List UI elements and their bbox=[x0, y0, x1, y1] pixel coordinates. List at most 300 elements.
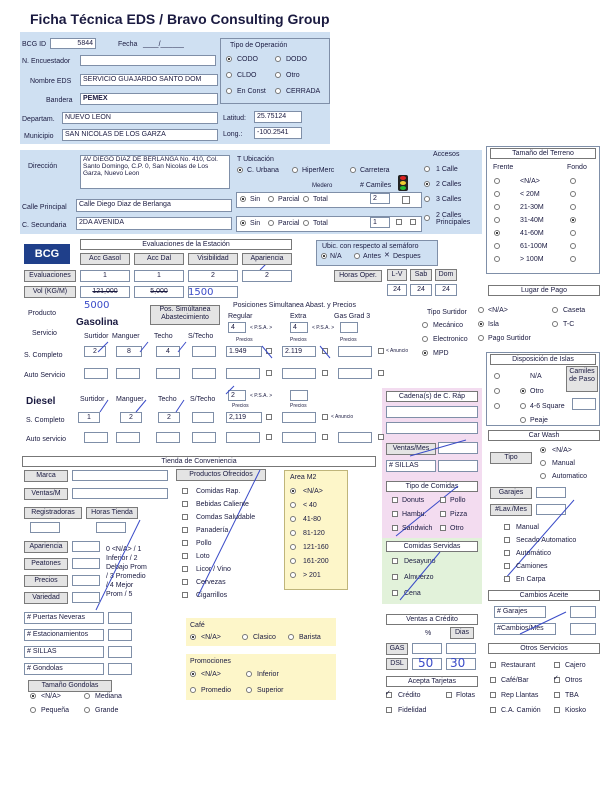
cldo-label: CLDO bbox=[237, 72, 257, 79]
diesel-col-1: Manguer bbox=[116, 396, 144, 403]
dsl-credito-label: DSL bbox=[386, 658, 408, 670]
auto-anuncio-0-1[interactable] bbox=[322, 370, 328, 376]
otros-label-6: C.A. Camión bbox=[501, 707, 541, 714]
total-label-1: Total bbox=[313, 196, 328, 203]
dodo-label: DODO bbox=[286, 56, 307, 63]
departam-field[interactable]: NUEVO LEON bbox=[62, 112, 218, 124]
tamano-option-3: 31-40M bbox=[520, 217, 544, 224]
form-title: Ficha Técnica EDS / Bravo Consulting Group bbox=[30, 11, 330, 27]
accesos-4-label: 2 Calles Principales bbox=[436, 212, 471, 226]
auto-field-1-2[interactable] bbox=[156, 432, 180, 443]
vol-field-2[interactable]: 5,000 bbox=[134, 286, 184, 298]
cafe-barista-label: Barista bbox=[299, 634, 321, 641]
gas-surtidor-field[interactable]: 2 bbox=[84, 346, 106, 357]
pct-label: % bbox=[425, 630, 432, 637]
horas-lv-value[interactable]: 24 bbox=[387, 284, 407, 296]
tamano-option-5: 61-100M bbox=[520, 243, 548, 250]
diesel-pos-field[interactable]: 2 bbox=[228, 390, 246, 401]
producto-label-6: Licor / Vino bbox=[196, 566, 231, 573]
otros-check-1[interactable] bbox=[554, 662, 560, 668]
auto-field-1-1[interactable] bbox=[116, 432, 140, 443]
diesel-techo-field[interactable]: 2 bbox=[158, 412, 180, 423]
comida-label-5: Otro bbox=[450, 525, 464, 532]
pago-isla-label: Isla bbox=[488, 321, 499, 328]
departam-label: Departam. bbox=[22, 116, 55, 123]
comida-label-2: Hambu. bbox=[402, 511, 427, 518]
area-radio-3[interactable] bbox=[290, 530, 296, 536]
pen-stroke-ventas bbox=[410, 440, 466, 456]
cw-check-label-2: Automático bbox=[516, 550, 552, 557]
handwritten-1500: 1500 bbox=[188, 287, 214, 298]
mpd-label: MPD bbox=[433, 350, 449, 357]
cw-check-3[interactable] bbox=[504, 563, 510, 569]
otros-label-5: TBA bbox=[565, 692, 579, 699]
auto-field-0-1[interactable] bbox=[116, 368, 140, 379]
gas-col-1: Manguer bbox=[112, 333, 140, 340]
handwritten-dsl-pct: 50 bbox=[418, 656, 434, 670]
eval-value-0[interactable]: 1 bbox=[80, 270, 130, 282]
fondo-radio-4[interactable] bbox=[570, 230, 576, 236]
cw-check-1[interactable] bbox=[504, 537, 510, 543]
gondola-pequena-label: Pequeña bbox=[41, 707, 70, 714]
tamano-title: Tamaño del Terreno bbox=[490, 148, 596, 159]
comida-label-3: Pizza bbox=[450, 511, 468, 518]
pago-caseta-label: Caseta bbox=[563, 307, 586, 314]
producto-label-8: Cigarrillos bbox=[196, 592, 228, 599]
cw-check-0[interactable] bbox=[504, 524, 510, 530]
ventas-m-label: Ventas/M bbox=[24, 488, 68, 500]
rating-text-4: / 4 Mejor bbox=[106, 582, 134, 589]
eval-value-3[interactable]: 2 bbox=[242, 270, 292, 282]
comida-check-3[interactable] bbox=[440, 511, 446, 517]
bandera-field[interactable]: PEMEX bbox=[80, 93, 218, 105]
islas-title: Disposición de Islas bbox=[490, 354, 596, 365]
evaluaciones-title: Evaluaciones de la Estación bbox=[80, 239, 292, 250]
rating-label-3: Variedad bbox=[24, 592, 68, 604]
fondo-radio-3[interactable] bbox=[570, 217, 576, 223]
regular-label: Regular bbox=[228, 313, 253, 320]
extra-price-field[interactable]: 2.119 bbox=[282, 346, 316, 357]
area-label-0: <N/A> bbox=[303, 488, 323, 495]
auto-field-0-3[interactable] bbox=[192, 368, 216, 379]
otros-label-7: Kiosko bbox=[565, 707, 587, 714]
rating-label-0: Apariencia bbox=[24, 541, 68, 553]
total-field-1[interactable]: 2 bbox=[370, 193, 390, 204]
long-field[interactable]: -100.2541 bbox=[254, 127, 302, 139]
eval-col-3: Apariencia bbox=[242, 253, 292, 265]
electronico-label: Electronico bbox=[433, 336, 468, 343]
parcial-label-2: Parcial bbox=[278, 220, 300, 227]
tipo-surtidor-title: Tipo Surtidor bbox=[427, 309, 467, 316]
diesel-price-field[interactable]: 2,119 bbox=[226, 412, 262, 423]
auto-price-1-1[interactable] bbox=[282, 432, 316, 443]
accesos-title: Accesos bbox=[433, 151, 460, 158]
bcg-id-field[interactable]: 5844 bbox=[50, 38, 96, 49]
producto-label-7: Cervezas bbox=[196, 579, 226, 586]
rating-text-0: 0 <N/A> / 1 bbox=[106, 546, 142, 553]
fidelidad-label: Fidelidad bbox=[398, 707, 427, 714]
regular-pos-field[interactable]: 4 bbox=[228, 322, 246, 333]
count-label-3[interactable]: # Gondolas bbox=[24, 663, 104, 675]
credito-check-mark: ✓ bbox=[385, 690, 391, 697]
horas-label: Horas Oper. bbox=[334, 270, 382, 282]
count-field-3[interactable] bbox=[108, 663, 132, 675]
cw-auto-label: Automatico bbox=[552, 473, 588, 480]
auto-anuncio-1-1[interactable] bbox=[322, 434, 328, 440]
flotas-label: Flotas bbox=[456, 692, 476, 699]
horas-sab-value[interactable]: 24 bbox=[410, 284, 432, 296]
tamano-option-6: > 100M bbox=[520, 256, 544, 263]
auto-price-1-2[interactable] bbox=[338, 432, 372, 443]
eval-col-2: Visibilidad bbox=[188, 253, 238, 265]
lugar-pago-title: Lugar de Pago bbox=[488, 285, 600, 296]
handwritten-5000: 5000 bbox=[84, 300, 110, 311]
tienda-title: Tienda de Conveniencia bbox=[22, 456, 376, 467]
gas-grad-label: Gas Grad 3 bbox=[334, 313, 371, 320]
pago-na-label: <N/A> bbox=[488, 307, 508, 314]
horas-dom: Dom bbox=[435, 269, 457, 281]
otros-check-2[interactable] bbox=[490, 677, 496, 683]
marca-label: Marca bbox=[24, 470, 68, 482]
area-radio-2[interactable] bbox=[290, 516, 296, 522]
municipio-field[interactable]: SAN NICOLAS DE LOS GARZA bbox=[62, 129, 218, 141]
otros-label-4: Rep Llantas bbox=[501, 692, 539, 699]
otros-check-6[interactable] bbox=[490, 707, 496, 713]
rating-label-1: Peatones bbox=[24, 558, 68, 570]
cadenas-title: Cadena(s) de C. Ráp bbox=[386, 391, 478, 402]
area-title: Area M2 bbox=[290, 474, 317, 481]
eval-value-2[interactable]: 2 bbox=[188, 270, 238, 282]
frente-radio-6[interactable] bbox=[494, 256, 500, 262]
area-radio-5[interactable] bbox=[290, 558, 296, 564]
otros-label-1: Cajero bbox=[565, 662, 586, 669]
gas-col-2: Techo bbox=[154, 333, 173, 340]
calle-principal-field[interactable]: Calle Diego Diaz de Berlanga bbox=[76, 199, 232, 212]
hipermerc-label: HiperMerc bbox=[302, 167, 335, 174]
precios-label-grad: Precios bbox=[340, 337, 357, 343]
cw-na-label: <N/A> bbox=[552, 447, 572, 454]
bandera-label: Bandera bbox=[46, 97, 73, 104]
rating-text-2: Debajo Prom bbox=[106, 564, 147, 571]
diesel-col-0: Surtidor bbox=[80, 396, 105, 403]
cerrada-label: CERRADA bbox=[286, 88, 321, 95]
auto-anuncio-0-2[interactable] bbox=[378, 370, 384, 376]
tipo-comidas-title: Tipo de Comidas bbox=[386, 481, 478, 492]
rating-text-5: Prom / 5 bbox=[106, 591, 133, 598]
gondolas-title: Tamaño Gondolas bbox=[28, 680, 112, 692]
area-label-4: 121-160 bbox=[303, 544, 329, 551]
latitud-label: Latitud: bbox=[223, 115, 246, 122]
comida-check-4[interactable] bbox=[392, 525, 398, 531]
ubicacion-title: T Ubicación bbox=[237, 156, 274, 163]
producto-label-1: Bebidas Caliente bbox=[196, 501, 249, 508]
producto-check-7[interactable] bbox=[182, 579, 188, 585]
area-label-2: 41-80 bbox=[303, 516, 321, 523]
cafe-clasico-label: Clasico bbox=[253, 634, 276, 641]
calle-principal-label: Calle Principal bbox=[22, 204, 67, 211]
fondo-label: Fondo bbox=[567, 164, 587, 171]
cafe-na-label: <N/A> bbox=[201, 634, 221, 641]
bcg-logo: BCG bbox=[24, 244, 70, 264]
diesel-s-completo-label: S. Completo bbox=[26, 417, 65, 424]
cw-check-label-0: Manual bbox=[516, 524, 539, 531]
comida-check-0[interactable] bbox=[392, 497, 398, 503]
auto-field-1-0[interactable] bbox=[84, 432, 108, 443]
horas-dom-value[interactable]: 24 bbox=[435, 284, 457, 296]
tamano-option-2: 21-30M bbox=[520, 204, 544, 211]
auto-servicio-label: Auto Servicio bbox=[24, 372, 66, 379]
rating-field-3[interactable] bbox=[72, 592, 100, 603]
camiles-paso-text: Camiles de Paso bbox=[569, 368, 595, 383]
frente-radio-3[interactable] bbox=[494, 217, 500, 223]
tamano-option-4: 41-60M bbox=[520, 230, 544, 237]
auto-anuncio-1-2[interactable] bbox=[378, 434, 384, 440]
dias-label: Dias bbox=[450, 627, 474, 639]
cambios-mes-label[interactable]: #Cambios/Mes bbox=[494, 623, 556, 635]
rating-text-3: / 3 Promedio bbox=[106, 573, 146, 580]
producto-label-5: Loto bbox=[196, 553, 210, 560]
count-field-0[interactable] bbox=[108, 612, 132, 624]
vol-label: Vol (KG/M) bbox=[24, 286, 76, 298]
auto-anuncio-1-0[interactable] bbox=[266, 434, 272, 440]
calle-secundaria-field[interactable]: 2DA AVENIDA bbox=[76, 217, 232, 230]
accesos-3-label: 3 Calles bbox=[436, 196, 462, 203]
pen-stroke-servidas bbox=[400, 552, 440, 600]
extra-pos-field[interactable]: 4 bbox=[290, 322, 308, 333]
ventas-credito-title: Ventas a Crédito bbox=[386, 614, 478, 625]
fondo-radio-1[interactable] bbox=[570, 191, 576, 197]
tipo-operacion-title: Tipo de Operación bbox=[230, 42, 288, 49]
direccion-value: AV DIEGO DIAZ DE BERLANGA No. 410, Col. Santo Domingo, C.P. 0, San Nicolas de Los Garza, Nuevo Leon bbox=[83, 156, 218, 177]
producto-check-3[interactable] bbox=[182, 527, 188, 533]
producto-check-5[interactable] bbox=[182, 553, 188, 559]
auto-price-1-0[interactable] bbox=[226, 432, 260, 443]
carretera-label: Carretera bbox=[360, 167, 390, 174]
otros-label-3: Otros bbox=[565, 677, 583, 684]
area-label-3: 81-120 bbox=[303, 530, 325, 537]
producto-label-0: Comidas Rap. bbox=[196, 488, 241, 495]
otros-check-7[interactable] bbox=[554, 707, 560, 713]
cw-check-label-3: Camiones bbox=[516, 563, 548, 570]
comida-check-2[interactable] bbox=[392, 511, 398, 517]
nombre-field[interactable]: SERVICIO GUAJARDO SANTO DOM bbox=[80, 74, 218, 86]
producto-check-6[interactable] bbox=[182, 566, 188, 572]
eval-value-1[interactable]: 1 bbox=[134, 270, 184, 282]
direccion-label: Dirección bbox=[28, 163, 58, 170]
otro-label: Otro bbox=[286, 72, 300, 79]
otros-check-0[interactable] bbox=[490, 662, 496, 668]
frente-label: Frente bbox=[493, 164, 514, 171]
area-radio-0[interactable] bbox=[290, 488, 296, 494]
gas-techo-field[interactable]: 4 bbox=[156, 346, 180, 357]
latitud-field[interactable]: 25.75124 bbox=[254, 111, 302, 123]
gas-manguer-field[interactable]: 8 bbox=[116, 346, 142, 357]
almuerzo-label: Almuerzo bbox=[404, 574, 434, 581]
parcial-label-1: Parcial bbox=[278, 196, 300, 203]
promo-na-label: <N/A> bbox=[201, 671, 221, 678]
municipio-label: Municipio bbox=[24, 133, 54, 140]
cafe-title: Café bbox=[190, 622, 205, 629]
gondola-na-label: <N/A> bbox=[41, 693, 61, 700]
extra-label: Extra bbox=[290, 313, 307, 320]
pen-stroke-reg bbox=[262, 346, 330, 358]
cw-check-2[interactable] bbox=[504, 550, 510, 556]
rating-field-1[interactable] bbox=[72, 558, 100, 569]
otros-label-2: Café/Bar bbox=[501, 677, 529, 684]
area-radio-6[interactable] bbox=[290, 572, 296, 578]
comida-label-1: Pollo bbox=[450, 497, 466, 504]
frente-radio-0[interactable] bbox=[494, 178, 500, 184]
gondola-mediana-label: Mediana bbox=[95, 693, 122, 700]
diesel-precios-2: Precios bbox=[290, 403, 307, 409]
diesel-surtidor-field[interactable]: 1 bbox=[78, 412, 100, 423]
islas-na-label: N/A bbox=[530, 373, 542, 380]
mecanico-label: Mecánico bbox=[433, 322, 463, 329]
evaluaciones-label: Evaluaciones bbox=[24, 270, 76, 282]
fondo-radio-2[interactable] bbox=[570, 204, 576, 210]
producto-check-8[interactable] bbox=[182, 592, 188, 598]
auto-field-0-2[interactable] bbox=[156, 368, 180, 379]
productos-title: Productos Ofrecidos bbox=[176, 469, 266, 481]
registradoras-label: Registradoras bbox=[24, 507, 82, 519]
pago-tc-label: T-C bbox=[563, 321, 575, 328]
fondo-radio-5[interactable] bbox=[570, 243, 576, 249]
codo-label: CODO bbox=[237, 56, 258, 63]
cena-label: Cena bbox=[404, 590, 421, 597]
frente-radio-4[interactable] bbox=[494, 230, 500, 236]
tamano-option-1: < 20M bbox=[520, 191, 540, 198]
producto-check-4[interactable] bbox=[182, 540, 188, 546]
gas-col-0: Surtidor bbox=[84, 333, 109, 340]
count-label-2[interactable]: # SILLAS bbox=[24, 646, 104, 658]
vol-field-1[interactable]: 121,000 bbox=[80, 286, 130, 298]
semaforo-despues-x: ✕ bbox=[384, 252, 390, 259]
comida-check-1[interactable] bbox=[440, 497, 446, 503]
rating-field-0[interactable] bbox=[72, 541, 100, 552]
sillas-label-field[interactable]: # SILLAS bbox=[386, 460, 436, 472]
diesel-col-3: S/Techo bbox=[190, 396, 216, 403]
diesel-col-2: Techo bbox=[158, 396, 177, 403]
cw-check-label-1: Secado Automatico bbox=[516, 537, 577, 544]
total-label-2: Total bbox=[313, 220, 328, 227]
diesel-precios-1: Precios bbox=[232, 403, 249, 409]
ventas-mes-label: Ventas/Mes bbox=[386, 443, 436, 455]
fondo-radio-0[interactable] bbox=[570, 178, 576, 184]
comida-label-0: Donuts bbox=[402, 497, 425, 504]
islas-peaje-label: Peaje bbox=[530, 417, 548, 424]
otros-check-5[interactable] bbox=[554, 692, 560, 698]
semaforo-antes-label: Antes bbox=[363, 253, 381, 260]
otros-check-mark: ✓ bbox=[553, 675, 559, 682]
comida-check-5[interactable] bbox=[440, 525, 446, 531]
auto-field-1-3[interactable] bbox=[192, 432, 216, 443]
count-field-1[interactable] bbox=[108, 629, 132, 641]
diesel-manguer-field[interactable]: 2 bbox=[120, 412, 142, 423]
promo-superior-label: Superior bbox=[257, 687, 284, 694]
producto-label-3: Panadería bbox=[196, 527, 229, 534]
producto-check-1[interactable] bbox=[182, 501, 188, 507]
count-field-2[interactable] bbox=[108, 646, 132, 658]
auto-price-0-2[interactable] bbox=[338, 368, 372, 379]
precios-label-extra: Precios bbox=[290, 337, 307, 343]
encuestador-label: N. Encuestador bbox=[22, 58, 71, 65]
area-radio-1[interactable] bbox=[290, 502, 296, 508]
horas-tienda-label: Horas Tienda bbox=[86, 507, 138, 519]
otros-title: Otros Servicios bbox=[488, 643, 600, 654]
auto-price-0-0[interactable] bbox=[226, 368, 260, 379]
pos-simultanea-text: Pos. Simúltanea Abastecimiento bbox=[159, 306, 211, 321]
producto-label-4: Pollo bbox=[196, 540, 212, 547]
pen-stroke-cambios bbox=[520, 612, 566, 634]
cw-manual-label: Manual bbox=[552, 460, 575, 467]
islas-46-label: 4-6 Square bbox=[530, 403, 565, 410]
cw-check-label-4: En Carpa bbox=[516, 576, 546, 583]
horas-sab: Sab bbox=[410, 269, 432, 281]
frente-radio-1[interactable] bbox=[494, 191, 500, 197]
producto-check-0[interactable] bbox=[182, 488, 188, 494]
producto-check-2[interactable] bbox=[182, 514, 188, 520]
frente-radio-5[interactable] bbox=[494, 243, 500, 249]
gondola-grande-label: Grande bbox=[95, 707, 119, 714]
producto-label-2: Comdas Saludable bbox=[196, 514, 256, 521]
count-label-0[interactable]: # Puertas Neveras bbox=[24, 612, 104, 624]
area-label-5: 161-200 bbox=[303, 558, 329, 565]
cambios-garajes-label[interactable]: # Garajes bbox=[494, 606, 546, 618]
fondo-radio-6[interactable] bbox=[570, 256, 576, 262]
urbana-label: C. Urbana bbox=[247, 167, 279, 174]
lav-mes-label: #Lav./Mes bbox=[490, 504, 532, 516]
anuncio-label-2: < Anuncio bbox=[331, 414, 354, 420]
cambios-title: Cambios Aceite bbox=[488, 590, 600, 601]
car-wash-title: Car Wash bbox=[488, 430, 600, 441]
accesos-1-label: 1 Calle bbox=[436, 166, 458, 173]
count-label-1[interactable]: # Estacionamientos bbox=[24, 629, 104, 641]
producto-label: Producto bbox=[28, 310, 57, 317]
regular-psa: < P.S.A. > bbox=[250, 325, 273, 331]
total-field-2[interactable]: 1 bbox=[370, 217, 390, 228]
semaforo-despues-label: Despues bbox=[393, 253, 421, 260]
rating-label-2: Precios bbox=[24, 575, 68, 587]
rating-text-1: Inferior / 2 bbox=[106, 555, 138, 562]
sin-label-1: Sin bbox=[250, 196, 261, 203]
long-label: Long.: bbox=[223, 131, 243, 138]
gas-col-3: S/Techo bbox=[188, 333, 214, 340]
area-radio-4[interactable] bbox=[290, 544, 296, 550]
auto-anuncio-0-0[interactable] bbox=[266, 370, 272, 376]
garajes-label: Garajes bbox=[490, 487, 532, 499]
auto-price-0-1[interactable] bbox=[282, 368, 316, 379]
promo-promedio-label: Promedio bbox=[201, 687, 231, 694]
fecha-value[interactable]: ____/______ bbox=[143, 41, 184, 48]
horas-lv: L-V bbox=[387, 269, 407, 281]
rating-field-2[interactable] bbox=[72, 575, 100, 586]
auto-field-0-0[interactable] bbox=[84, 368, 108, 379]
regular-price-field[interactable]: 1.949 bbox=[226, 346, 262, 357]
diesel-psa: < P.S.A. > bbox=[250, 393, 273, 399]
bcg-id-label: BCG ID bbox=[22, 41, 47, 48]
anuncio-label-1: < Anuncio bbox=[386, 348, 409, 354]
area-label-1: < 40 bbox=[303, 502, 317, 509]
diesel-label: Diesel bbox=[26, 396, 56, 407]
area-label-6: > 201 bbox=[303, 572, 321, 579]
cw-check-4[interactable] bbox=[504, 576, 510, 582]
otros-check-4[interactable] bbox=[490, 692, 496, 698]
pen-stroke-gas bbox=[98, 342, 186, 352]
auto-servicio-label-2: Auto servicio bbox=[26, 436, 67, 443]
frente-radio-2[interactable] bbox=[494, 204, 500, 210]
promo-title: Promociones bbox=[190, 658, 231, 665]
gasolina-label: Gasolina bbox=[76, 317, 119, 328]
